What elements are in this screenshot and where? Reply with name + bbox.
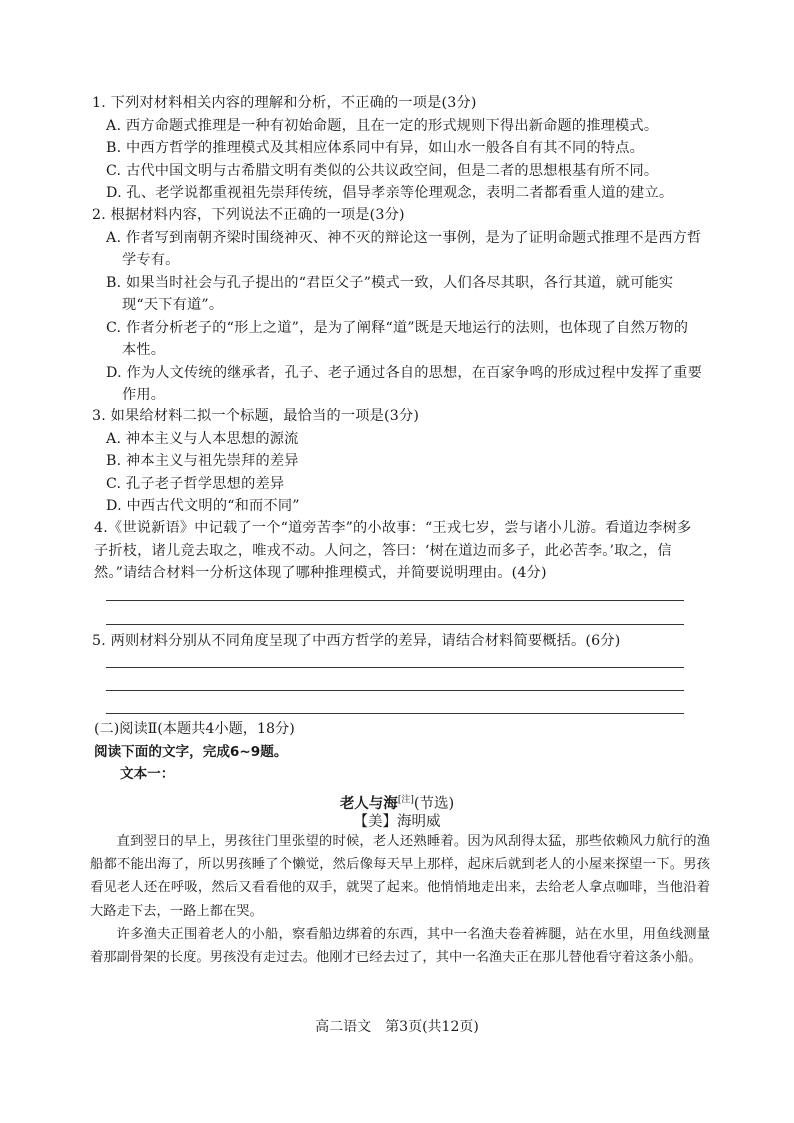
article-title-text: 老人与海 bbox=[339, 795, 398, 812]
question-3-option-c: C. 孔子老子哲学思想的差异 bbox=[106, 475, 285, 492]
question-2-option-d: D. 作为人文传统的继承者，孔子、老子通过各自的思想，在百家争鸣的形成过程中发挥了重要作用。 bbox=[106, 364, 702, 403]
question-5-stem: 5. 两则材料分别从不同角度呈现了中西方哲学的差异，请结合材料简要概括。(6分) bbox=[92, 633, 621, 649]
article-title-suffix: (节选) bbox=[413, 795, 455, 812]
question-2-stem: 2. 根据材料内容，下列说法不正确的一项是(3分) bbox=[92, 207, 405, 223]
question-2-option-a: A. 作者写到南朝齐梁时围绕神灭、神不灭的辩论这一事例，是为了证明命题式推理不是西方哲学专有。 bbox=[106, 229, 702, 268]
question-4-stem: 4.《世说新语》中记载了一个“道旁苦李”的小故事：“王戎七岁，尝与诸小儿游。看道边李树多子折枝，诸儿竞去取之，唯戎不动。人问之，答曰：‘树在道边而多子，此必苦李。’取之，信然。”请结合材料一分析这体现了哪种推理模式，并简要说明理由。(4分) bbox=[94, 520, 692, 581]
question-1 bbox=[92, 92, 702, 205]
answer-line[interactable] bbox=[106, 690, 684, 691]
article-paragraph: 许多渔夫正围着老人的小船，察看船边绑着的东西，其中一名渔夫卷着裤腿，站在水里，用鱼线测量着那副骨架的长度。男孩没有走过去。他刚才已经去过了，其中一名渔夫正在那儿替他看守着这条小船。 bbox=[90, 926, 710, 966]
question-3-option-d: D. 中西古代文明的“和而不同” bbox=[106, 498, 300, 514]
question-3-option-a: A. 神本主义与人本思想的源流 bbox=[106, 430, 299, 447]
answer-line[interactable] bbox=[106, 624, 684, 625]
question-3-option-b: B. 神本主义与祖先崇拜的差异 bbox=[106, 453, 299, 469]
question-1-option-a: A. 西方命题式推理是一种有初始命题，且在一定的形式规则下得出新命题的推理模式。 bbox=[106, 117, 659, 134]
article-author: 【美】海明威 bbox=[353, 814, 441, 830]
answer-line[interactable] bbox=[106, 667, 684, 668]
question-1-option-d: D. 孔、老学说都重视祖先崇拜传统，倡导孝亲等伦理观念，表明二者都看重人道的建立。 bbox=[106, 185, 674, 201]
article-paragraph: 直到翌日的早上，男孩往门里张望的时候，老人还熟睡着。因为风刮得太猛，那些依赖风力航行的渔船都不能出海了，所以男孩睡了个懒觉，然后像每天早上那样，起床后就到老人的小屋来探望一下。男孩看见老人还在呼吸，然后又看看他的双手，就哭了起来。他悄悄地走出来，去给老人拿点咖啡，当他沿着大路走下去，一路上都在哭。 bbox=[90, 834, 710, 919]
text-label: 文本一： bbox=[120, 766, 175, 782]
question-2-option-c: C. 作者分析老子的“形上之道”，是为了阐释“道”既是天地运行的法则，也体现了自然万物的本性。 bbox=[106, 319, 689, 358]
question-3-stem: 3. 如果给材料二拟一个标题，最恰当的一项是(3分) bbox=[92, 408, 420, 424]
question-1-option-b: B. 中西方哲学的推理模式及其相应体系同中有异，如山水一般各自有其不同的特点。 bbox=[106, 140, 644, 156]
footnote-marker: [注] bbox=[397, 795, 414, 805]
answer-line[interactable] bbox=[106, 713, 684, 714]
question-5 bbox=[92, 630, 702, 653]
question-1-option-c: C. 古代中国文明与古希腊文明有类似的公共议政空间，但是二者的思想根基有所不同。 bbox=[106, 162, 659, 179]
section-heading: (二)阅读Ⅱ(本题共4小题，18分) bbox=[94, 721, 295, 737]
article-body bbox=[90, 830, 710, 969]
answer-line[interactable] bbox=[106, 600, 684, 601]
question-2-option-b: B. 如果当时社会与孔子提出的“君臣父子”模式一致，人们各尽其职，各行其道，就可能实现“天下有道”。 bbox=[106, 274, 674, 313]
question-1-stem: 1. 下列对材料相关内容的理解和分析，不正确的一项是(3分) bbox=[92, 95, 477, 111]
question-3 bbox=[92, 405, 702, 518]
question-4 bbox=[94, 517, 702, 585]
section-instruction: 阅读下面的文字，完成6~9题。 bbox=[94, 744, 288, 760]
page-footer: 高二语文 第3页(共12页) bbox=[315, 1019, 479, 1035]
question-2 bbox=[92, 204, 702, 407]
